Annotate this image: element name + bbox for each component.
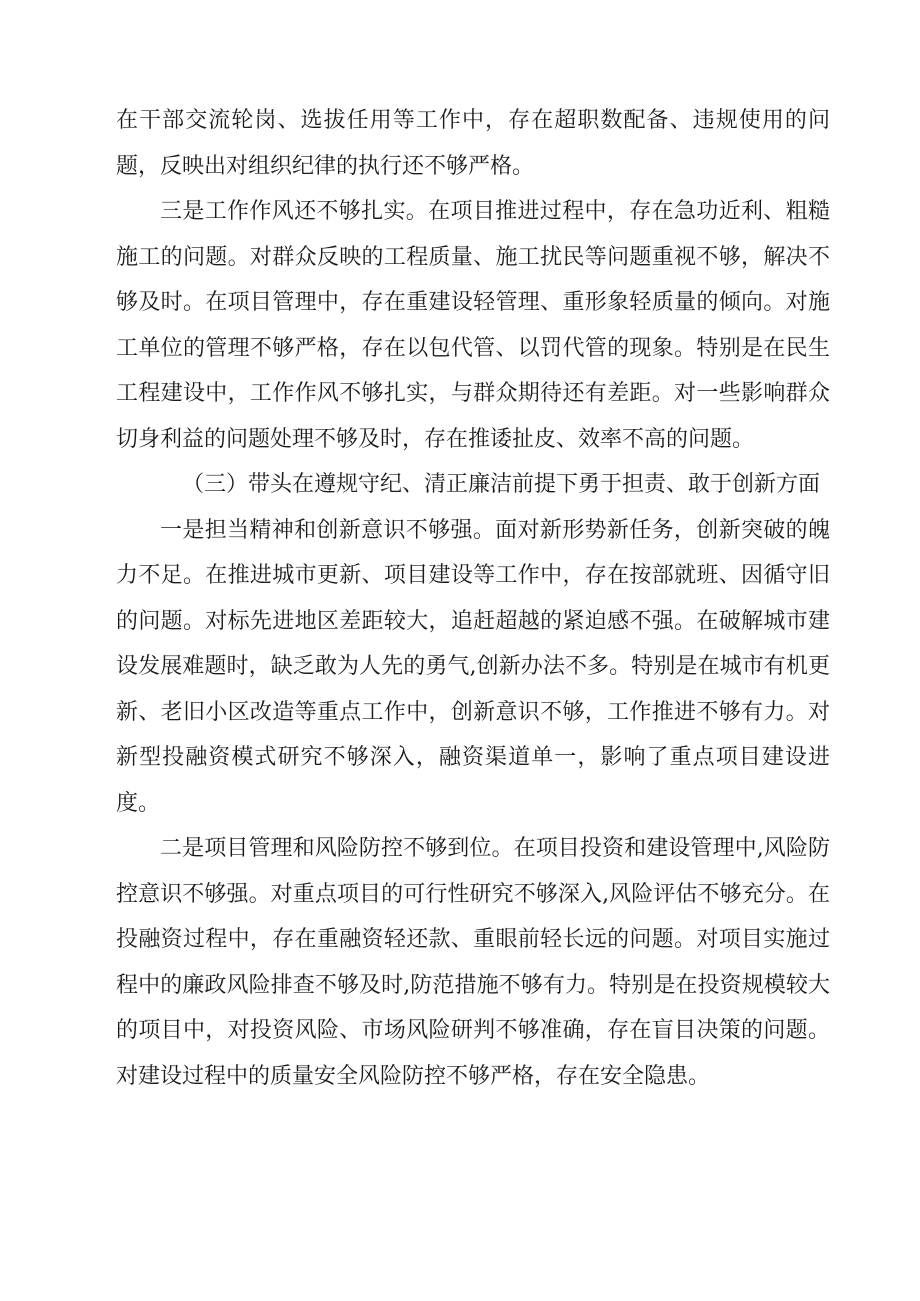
paragraph-continuation: 在干部交流轮岗、选拔任用等工作中，存在超职数配备、违规使用的问题，反映出对组织纪律的执行还不够严格。	[116, 108, 830, 179]
paragraph-risk-control: 二是项目管理和风险防控不够到位。在项目投资和建设管理中,风险防控意识不够强。对重点项目的可行性研究不够深入,风险评估不够充分。在投融资过程中，存在重融资轻还款、重眼前轻长远的问题。对项目实施过程中的廉政风险排查不够及时,防范措施不够有力。特别是在投资规模较大的项目中，对投资风险、市场风险研判不够准确，存在盲目决策的问题。对建设过程中的质量安全风险防控不够严格，存在安全隐患。	[116, 836, 830, 1089]
paragraph-work-style: 三是工作作风还不够扎实。在项目推进过程中，存在急功近利、粗糙施工的问题。对群众反映的工程质量、施工扰民等问题重视不够，解决不够及时。在项目管理中，存在重建设轻管理、重形象轻质量的倾向。对施工单位的管理不够严格，存在以包代管、以罚代管的现象。特别是在民生工程建设中，工作作风不够扎实，与群众期待还有差距。对一些影响群众切身利益的问题处理不够及时，存在推诿扯皮、效率不高的问题。	[116, 199, 830, 452]
paragraph-innovation: 一是担当精神和创新意识不够强。面对新形势新任务，创新突破的魄力不足。在推进城市更新、项目建设等工作中，存在按部就班、因循守旧的问题。对标先进地区差距较大，追赶超越的紧迫感不强。在破解城市建设发展难题时，缺乏敢为人先的勇气,创新办法不多。特别是在城市有机更新、老旧小区改造等重点工作中，创新意识不够，工作推进不够有力。对新型投融资模式研究不够深入，融资渠道单一，影响了重点项目建设进度。	[116, 517, 830, 816]
document-page	[116, 98, 830, 1099]
section-heading-three: （三）带头在遵规守纪、清正廉洁前提下勇于担责、敢于创新方面	[182, 472, 821, 497]
